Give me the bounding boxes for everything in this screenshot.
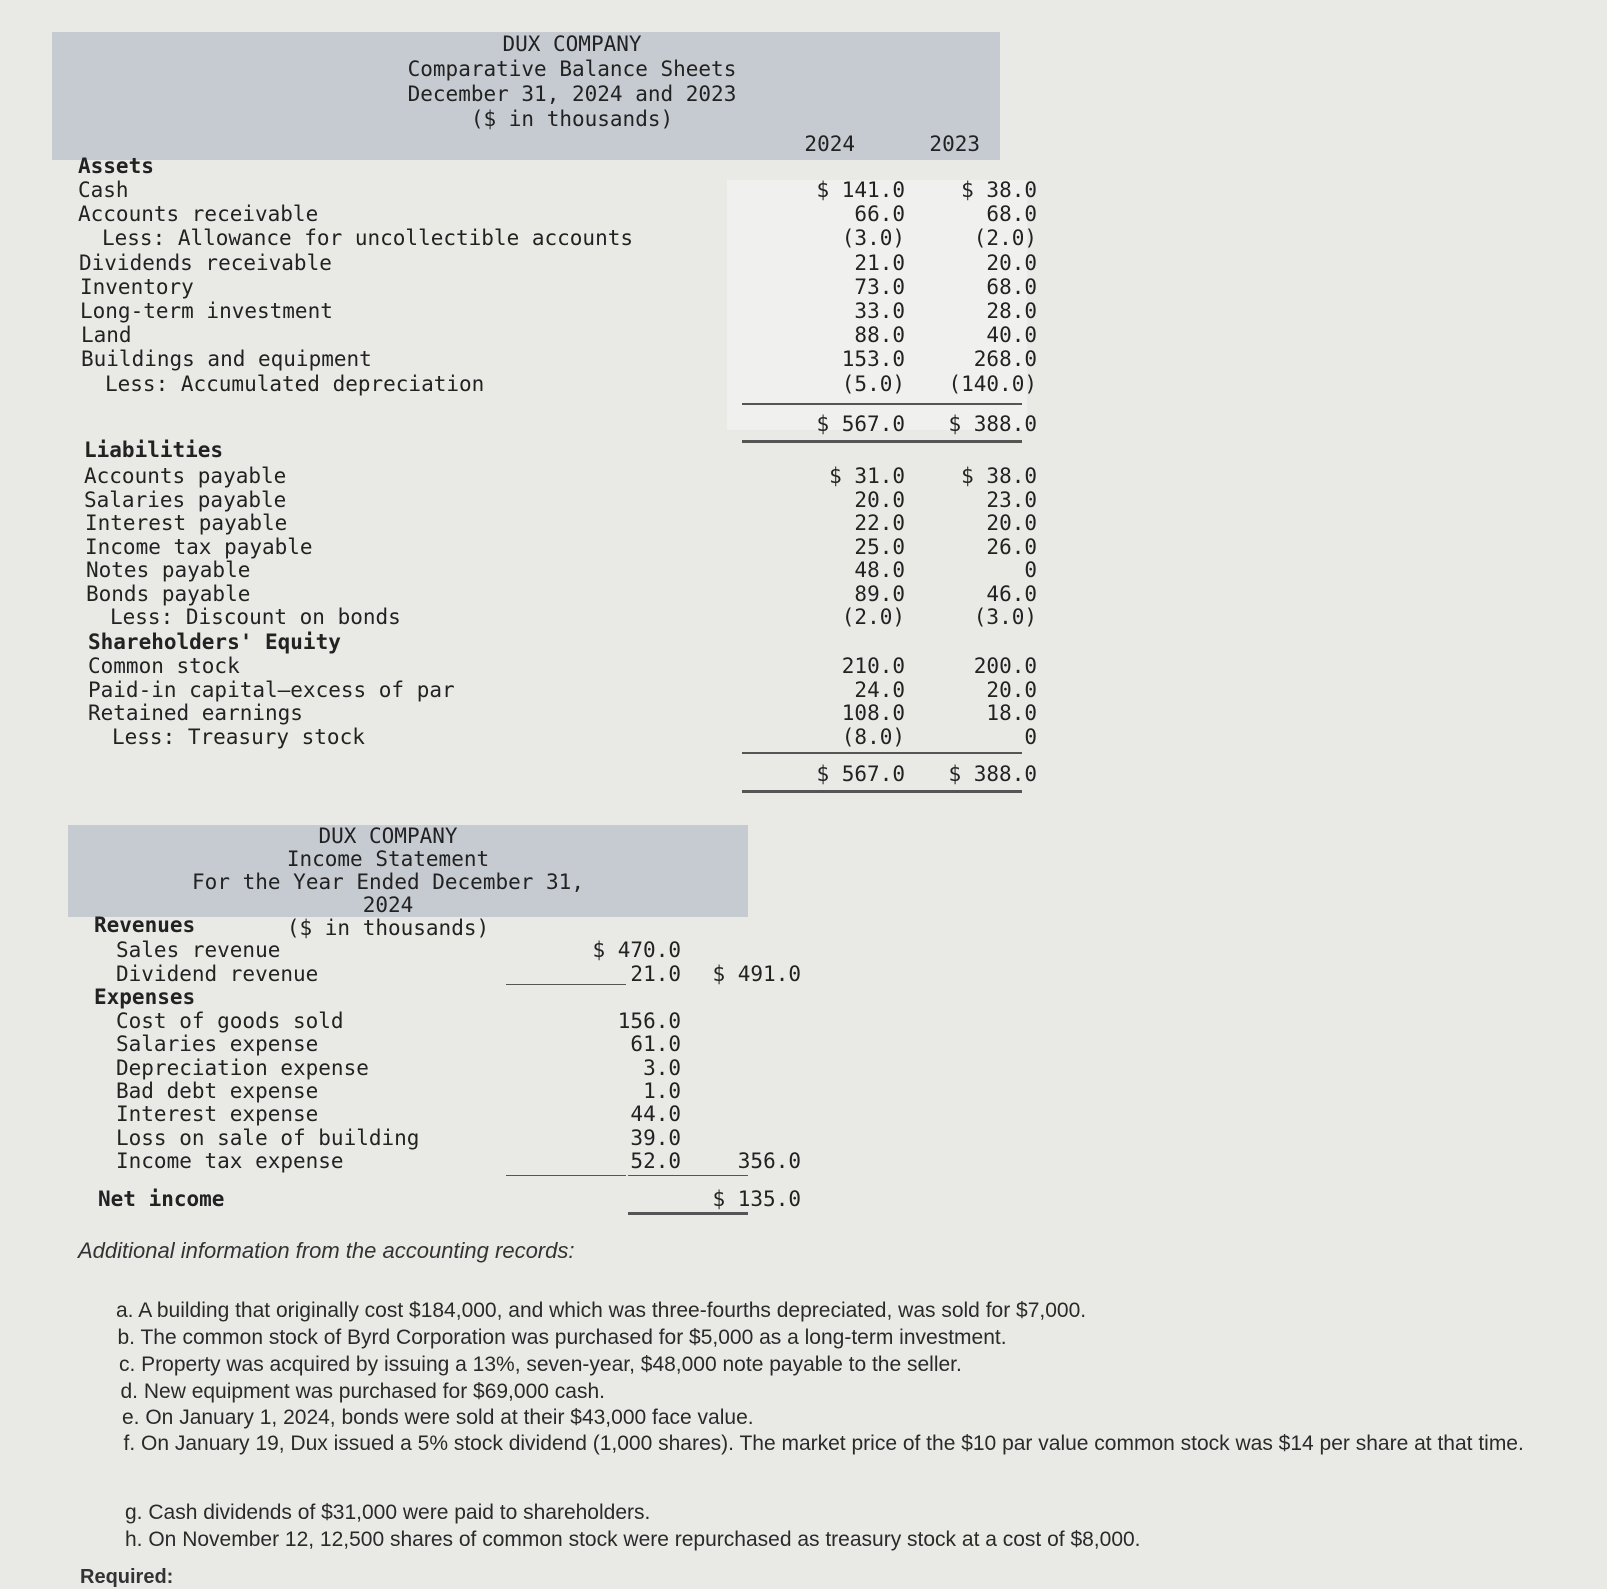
value-2023: 68.0 (986, 274, 1037, 299)
amount: 21.0 (630, 962, 681, 986)
value-2024: (5.0) (841, 371, 905, 396)
assets-total-2024: $ 567.0 (816, 412, 905, 436)
value-2023: 268.0 (973, 347, 1037, 372)
revenue-subtotal-rule (506, 984, 626, 985)
income-row (68, 938, 828, 962)
additional-info-item: f. On January 19, Dux issued a 5% stock dividend (1,000 shares). The market price of the $10 par value common stock was $14 per share at that time. (123, 1432, 1524, 1455)
row-label: Accounts receivable (78, 202, 319, 227)
row-label: Bad debt expense (116, 1078, 319, 1103)
row-label: Accounts payable (84, 464, 287, 488)
value-2023: 40.0 (986, 323, 1037, 348)
total: $ 491.0 (712, 962, 801, 986)
row-label: Salaries payable (84, 487, 287, 512)
amount: 52.0 (630, 1148, 681, 1173)
amount: 156.0 (617, 1009, 681, 1033)
value-2024: 210.0 (841, 654, 905, 678)
is-statement-title: Income Statement (286, 847, 490, 871)
value-2024: 20.0 (854, 487, 905, 512)
row-label: Cost of goods sold (116, 1009, 344, 1033)
value-2024: $ 141.0 (816, 178, 905, 202)
bs-year-2023-header: 2023 (929, 132, 980, 156)
income-row (68, 1102, 828, 1126)
value-2023: (3.0) (973, 605, 1037, 629)
value-2023: 26.0 (986, 534, 1037, 559)
bs-statement-date: December 31, 2024 and 2023 (407, 82, 737, 106)
row-label: Dividends receivable (79, 250, 332, 275)
expense-subtotal-rule (506, 1175, 626, 1176)
expenses-heading: Expenses (94, 985, 196, 1009)
amount: 44.0 (630, 1102, 681, 1127)
additional-info-item: h. On November 12, 12,500 shares of common stock were repurchased as treasury stock at a cost of $8,000. (125, 1528, 1141, 1551)
row-label: Common stock (88, 654, 240, 678)
row-label: Retained earnings (88, 701, 303, 725)
value-2024: 88.0 (854, 323, 905, 348)
income-row (68, 1149, 828, 1173)
value-2024: 66.0 (854, 202, 905, 227)
expense-total-rule (628, 1175, 748, 1176)
net-income-double-rule (628, 1212, 748, 1215)
value-2024: (3.0) (841, 226, 905, 251)
row-label: Less: Allowance for uncollectible accounts (102, 226, 634, 251)
liabilities-heading: Liabilities (84, 438, 224, 462)
value-2023: 18.0 (986, 701, 1037, 725)
row-label: Dividend revenue (116, 962, 319, 986)
income-row (68, 1126, 828, 1150)
row-label: Interest payable (85, 511, 288, 535)
row-label: Less: Discount on bonds (110, 605, 401, 629)
value-2023: $ 38.0 (961, 464, 1037, 488)
is-company-name: DUX COMPANY (318, 824, 458, 848)
amount: 39.0 (630, 1125, 681, 1150)
value-2024: 21.0 (854, 250, 905, 275)
value-2024: 73.0 (854, 274, 905, 299)
bs-year-2024-header: 2024 (804, 132, 855, 156)
value-2023: (2.0) (973, 226, 1037, 251)
row-label: Bonds payable (86, 581, 251, 606)
row-label: Inventory (80, 274, 194, 299)
amount: 3.0 (643, 1055, 681, 1080)
value-2023: 20.0 (986, 511, 1037, 535)
liab-total-2024: $ 567.0 (816, 762, 905, 786)
income-row (68, 962, 828, 986)
bs-statement-title: Comparative Balance Sheets (407, 57, 737, 81)
value-2023: 20.0 (986, 250, 1037, 275)
income-row (68, 1032, 828, 1056)
additional-info-title: Additional information from the accounting records: (78, 1238, 575, 1263)
is-period: For the Year Ended December 31, 2024 (192, 870, 584, 917)
revenues-heading: Revenues (94, 913, 196, 937)
value-2023: 0 (1024, 724, 1037, 749)
row-label: Long-term investment (80, 299, 333, 323)
row-label: Depreciation expense (116, 1055, 369, 1080)
value-2024: $ 31.0 (829, 464, 905, 488)
row-label: Cash (78, 178, 129, 202)
row-label: Loss on sale of building (116, 1125, 420, 1150)
net-income-value: $ 135.0 (712, 1187, 801, 1211)
amount: 1.0 (643, 1078, 681, 1103)
value-2024: 22.0 (854, 511, 905, 535)
additional-info-item: b. The common stock of Byrd Corporation was purchased for $5,000 as a long-term investment. (117, 1326, 1007, 1349)
additional-info-item: d. New equipment was purchased for $69,000 cash. (120, 1380, 605, 1403)
assets-heading: Assets (78, 154, 154, 178)
value-2023: 46.0 (986, 581, 1037, 606)
value-2023: 23.0 (986, 487, 1037, 512)
income-row (68, 1079, 828, 1103)
value-2023: 28.0 (986, 299, 1037, 323)
value-2023: 0 (1024, 558, 1037, 582)
row-label: Income tax payable (85, 534, 313, 559)
income-row (68, 1056, 828, 1080)
row-label: Salaries expense (116, 1032, 319, 1057)
equity-heading: Shareholders' Equity (88, 630, 341, 654)
liab-total-2023: $ 388.0 (948, 762, 1037, 786)
value-2024: 153.0 (841, 347, 905, 372)
value-2024: (2.0) (841, 605, 905, 629)
is-units: ($ in thousands) (286, 916, 490, 940)
row-label: Less: Treasury stock (112, 724, 365, 749)
income-statement-body (68, 0, 828, 1240)
additional-info-item: c. Property was acquired by issuing a 13%, seven-year, $48,000 note payable to the seller. (119, 1353, 962, 1376)
value-2023: 20.0 (986, 677, 1037, 702)
additional-info-item: g. Cash dividends of $31,000 were paid to shareholders. (125, 1501, 651, 1524)
net-income-label: Net income (98, 1187, 225, 1211)
row-label: Sales revenue (116, 938, 281, 962)
amount: $ 470.0 (592, 938, 681, 962)
amount: 61.0 (630, 1032, 681, 1057)
row-label: Notes payable (86, 558, 251, 582)
additional-info-item: a. A building that originally cost $184,000, and which was three-fourths depreciated, was sold for $7,000. (116, 1299, 1087, 1322)
value-2024: 25.0 (854, 534, 905, 559)
value-2024: 24.0 (854, 677, 905, 702)
row-label: Land (81, 323, 132, 348)
row-label: Buildings and equipment (81, 347, 372, 372)
bs-units: ($ in thousands) (470, 107, 674, 131)
value-2024: 89.0 (854, 581, 905, 606)
row-label: Paid-in capital—excess of par (88, 677, 455, 702)
net-income-row (68, 1187, 828, 1211)
additional-info-item: e. On January 1, 2024, bonds were sold at their $43,000 face value. (122, 1406, 754, 1429)
required-heading: Required: (80, 1566, 174, 1588)
row-label: Income tax expense (116, 1148, 344, 1173)
row-label: Less: Accumulated depreciation (105, 371, 485, 396)
income-row (68, 1009, 828, 1033)
assets-total-2023: $ 388.0 (948, 412, 1037, 436)
total: 356.0 (737, 1148, 801, 1173)
value-2024: 48.0 (854, 558, 905, 582)
row-label: Interest expense (116, 1102, 319, 1127)
value-2024: (8.0) (841, 724, 905, 749)
value-2023: 68.0 (986, 202, 1037, 227)
bs-company-name: DUX COMPANY (502, 32, 642, 56)
value-2024: 33.0 (854, 299, 905, 323)
value-2023: $ 38.0 (961, 178, 1037, 202)
value-2024: 108.0 (841, 701, 905, 725)
value-2023: 200.0 (973, 654, 1037, 678)
value-2023: (140.0) (948, 371, 1037, 396)
